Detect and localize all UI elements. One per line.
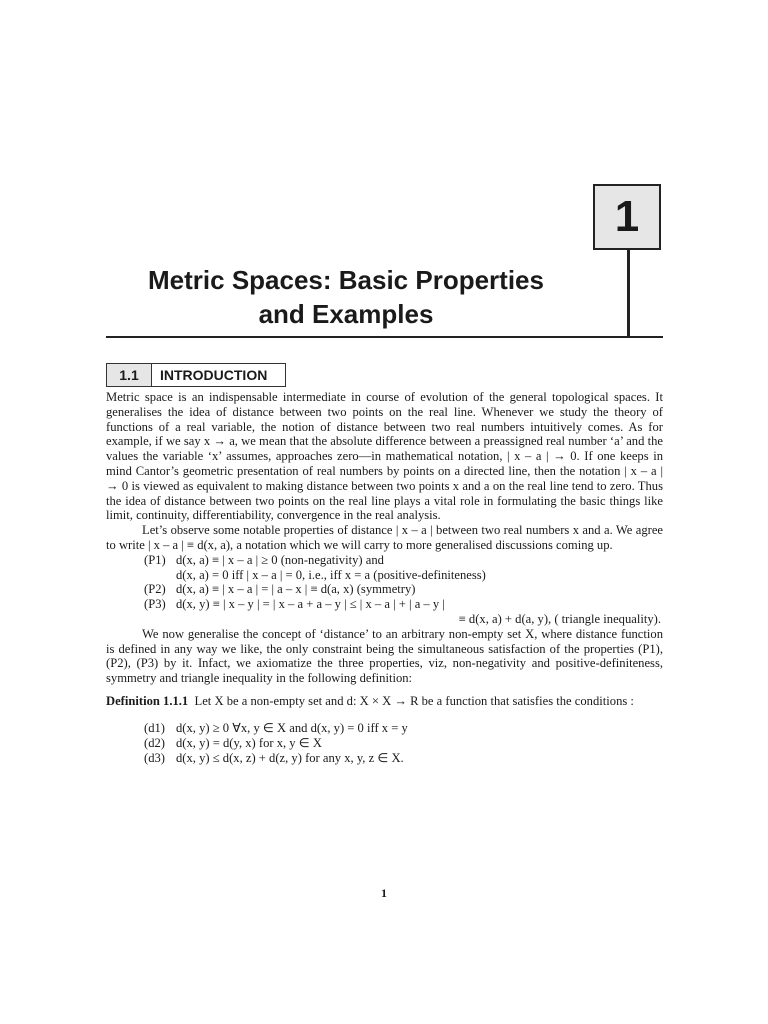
chapter-horizontal-rule [106,336,663,338]
chapter-number: 1 [614,192,640,241]
condition-d1-text: d(x, y) ≥ 0 ∀x, y ∈ X and d(x, y) = 0 iff x = y [176,721,408,736]
section-number: 1.1 [106,363,152,387]
property-p3-continuation: ≡ d(x, a) + d(a, y), ( triangle inequality). [458,611,661,626]
condition-d1 [106,721,663,736]
definition-text: Let X be a non-empty set and d: X × X → R be a function that satisfies the conditions : [194,693,634,708]
chapter-number-box [593,184,661,250]
section-heading [106,363,286,387]
page-number: 1 [381,886,387,900]
property-p3-label: (P3) [144,597,166,612]
section-title: INTRODUCTION [152,363,286,387]
condition-d3-label: (d3) [144,750,165,765]
property-p2-text: d(x, a) ≡ | x – a | = | a – x | ≡ d(a, x) (symmetry) [176,582,416,597]
observe-paragraph: Let’s observe some notable properties of distance | x – a | between two real numbers x and a. We agree to write | x – a | ≡ d(x, a), a notation which we will carry to more generalised discussions coming up. [106,523,663,552]
property-p2-label: (P2) [144,582,166,597]
condition-d3-text: d(x, y) ≤ d(x, z) + d(z, y) for any x, y, z ∈ X. [176,750,404,765]
definition-heading: Definition 1.1.1 [106,693,189,708]
definition-paragraph [106,694,663,709]
property-p1-text: d(x, a) ≡ | x – a | ≥ 0 (non-negativity) and [176,552,384,567]
chapter-title-line1: Metric Spaces: Basic Properties [148,265,544,295]
condition-d2 [106,736,663,751]
property-p1-label: (P1) [144,552,166,567]
chapter-title [106,263,586,331]
chapter-vertical-rule [627,250,630,337]
property-p3-text: d(x, y) ≡ | x – y | = | x – a + a – y | ≤ | x – a | + | a – y | [176,597,445,612]
property-p3 [106,597,663,612]
property-p2 [106,582,663,597]
body-text [106,390,663,766]
property-p1 [106,553,663,568]
chapter-title-line2: and Examples [258,299,434,329]
generalise-paragraph: We now generalise the concept of ‘distance’ to an arbitrary non-empty set X, where distance function is defined in any way we like, the only constraint being the simultaneous satisfaction of the properties (P1), (P2), (P3) by it. Infact, we axiomatize the three properties, viz, non-negativity and positive-definiteness, symmetry and triangle inequality in the following definition: [106,626,663,686]
condition-d1-label: (d1) [144,721,165,736]
condition-d3 [106,751,663,766]
condition-d2-label: (d2) [144,736,165,751]
condition-d2-text: d(x, y) = d(y, x) for x, y ∈ X [176,736,322,751]
property-p1-continuation: d(x, a) = 0 iff | x – a | = 0, i.e., iff x = a (positive-definiteness) [176,567,486,582]
intro-paragraph: Metric space is an indispensable intermediate in course of evolution of the general topological spaces. It generalises the idea of distance between two points on the real line. Whenever we study the theory of functions of a real variable, the notion of distance between two real numbers intuitively comes. As for example, if we say x → a, we mean that the absolute difference between a preassigned real number ‘a’ and the values the variable ‘x’ assumes, approaches zero—in mathematical notation, | x – a | → 0. If one keeps in mind Cantor’s geometric presentation of real numbers by points on a directed line, then the notation | x – a | → 0 is viewed as equivalent to making distance between two points x and a on the real line tend to zero. Thus the idea of distance between two points on the real line plays a vital role in formulating the basic things like limit, continuity, differentiability, convergence in the real analysis. [106,390,663,523]
